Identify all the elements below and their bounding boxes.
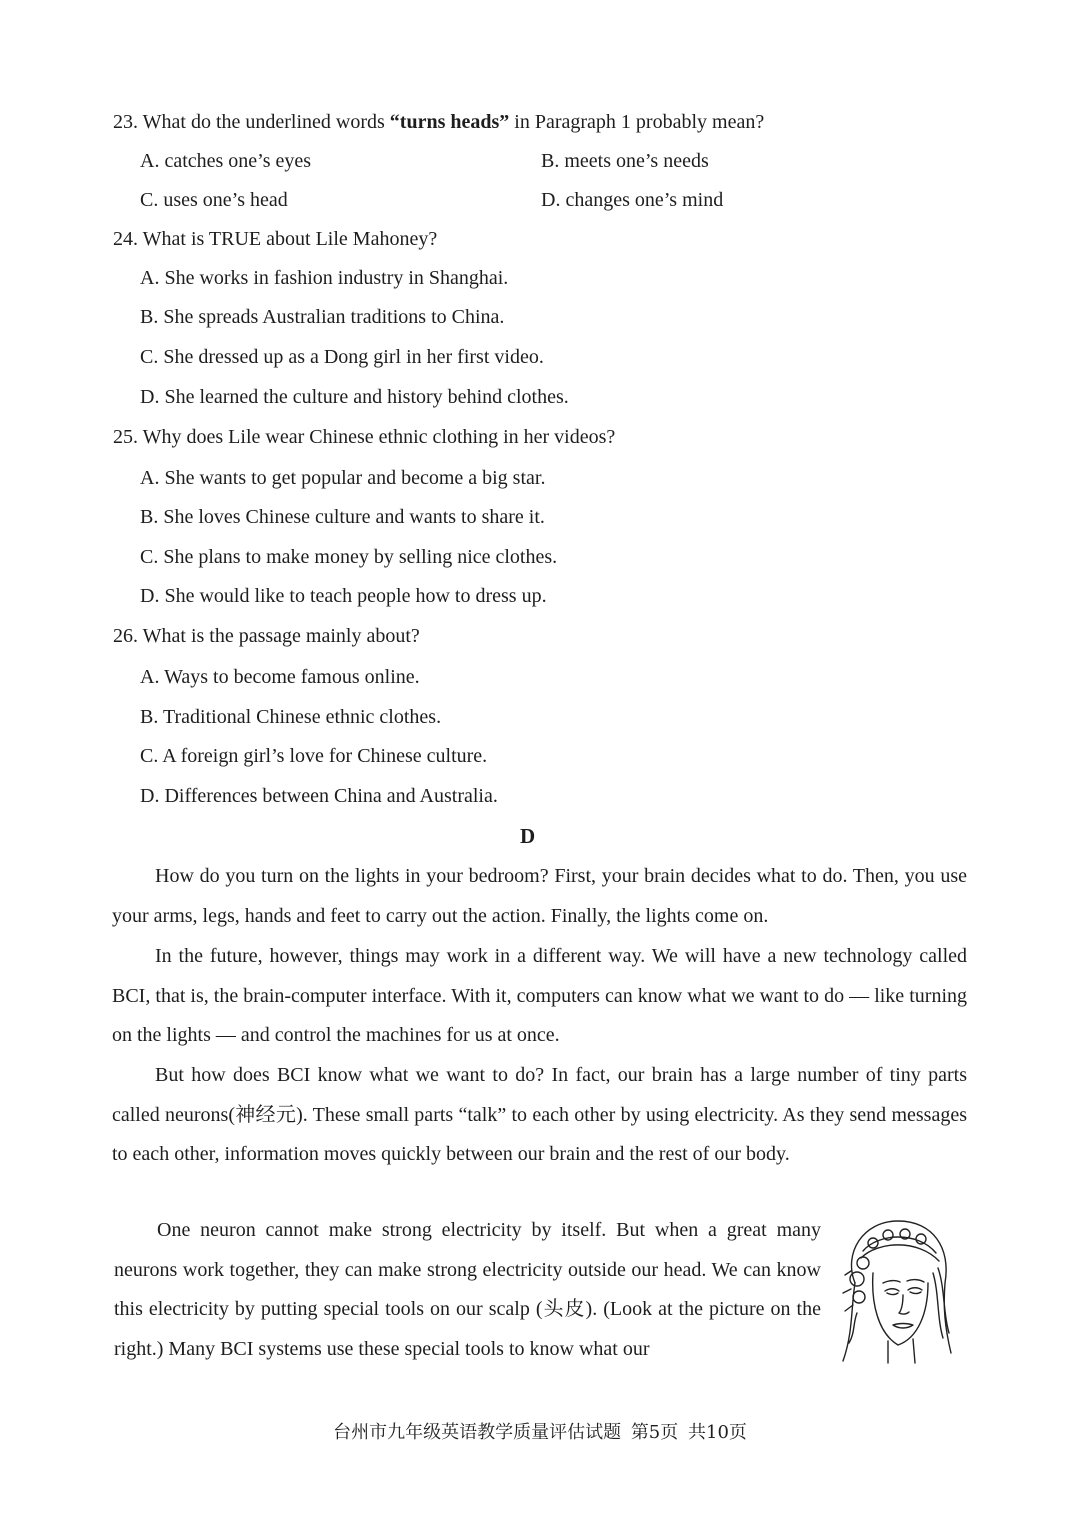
question-26-option-c: C. A foreign girl’s love for Chinese culture. xyxy=(140,745,488,767)
question-23-option-c: C. uses one’s head xyxy=(140,189,288,211)
question-25-stem: 25. Why does Lile wear Chinese ethnic clothing in her videos? xyxy=(113,426,616,448)
page-footer xyxy=(0,1418,1080,1444)
question-23-stem-post: in Paragraph 1 probably mean? xyxy=(509,111,765,133)
question-24-option-a: A. She works in fashion industry in Shanghai. xyxy=(140,267,509,289)
question-24-option-b: B. She spreads Australian traditions to China. xyxy=(140,306,505,328)
passage-paragraph-2: In the future, however, things may work in a different way. We will have a new technology called BCI, that is, the brain-computer interface. With it, computers can know what we want to do — like turning on the lights — and control the machines for us at once. xyxy=(112,945,967,1046)
question-26-stem: 26. What is the passage mainly about? xyxy=(113,625,420,647)
footer-exam-title: 台州市九年级英语教学质量评估试题 xyxy=(333,1422,622,1443)
question-23-stem xyxy=(113,110,764,134)
question-25-option-c: C. She plans to make money by selling nice clothes. xyxy=(140,546,558,568)
question-26-option-d: D. Differences between China and Australia. xyxy=(140,785,498,807)
question-26-option-b: B. Traditional Chinese ethnic clothes. xyxy=(140,706,442,728)
question-23-stem-pre: 23. What do the underlined words xyxy=(113,111,390,133)
bci-headset-illustration xyxy=(833,1213,958,1368)
question-25-option-a: A. She wants to get popular and become a big star. xyxy=(140,467,546,489)
question-24-option-d: D. She learned the culture and history behind clothes. xyxy=(140,386,569,408)
passage-paragraph-4: One neuron cannot make strong electricity by itself. But when a great many neurons work together, they can make strong electricity outside our head. We can know this electricity by putting special tools on our scalp (头皮). (Look at the picture on the right.) Many BCI systems use these special tools to know what our xyxy=(114,1219,821,1360)
question-23-option-b: B. meets one’s needs xyxy=(541,150,709,172)
question-25-option-d: D. She would like to teach people how to dress up. xyxy=(140,585,547,607)
question-24-stem: 24. What is TRUE about Lile Mahoney? xyxy=(113,228,438,250)
passage-paragraph-1: How do you turn on the lights in your bedroom? First, your brain decides what to do. Then, you use your arms, legs, hands and feet to carry out the action. Finally, the lights come on. xyxy=(112,865,967,927)
question-25-option-b: B. She loves Chinese culture and wants to share it. xyxy=(140,506,545,528)
question-26-option-a: A. Ways to become famous online. xyxy=(140,666,420,688)
question-23-option-a: A. catches one’s eyes xyxy=(140,150,312,172)
footer-page-number: 第5页 xyxy=(630,1422,679,1443)
passage-paragraph-3: But how does BCI know what we want to do? In fact, our brain has a large number of tiny parts called neurons(神经元). These small parts “talk” to each other by using electricity. As they send messages to each other, information moves quickly between our brain and the rest of our body. xyxy=(112,1064,967,1165)
section-heading: D xyxy=(520,824,536,848)
question-23-option-d: D. changes one’s mind xyxy=(541,189,724,211)
question-24-option-c: C. She dressed up as a Dong girl in her first video. xyxy=(140,346,544,368)
footer-total-pages: 共10页 xyxy=(688,1422,747,1443)
question-23-underlined-words: “turns heads” xyxy=(389,111,510,133)
